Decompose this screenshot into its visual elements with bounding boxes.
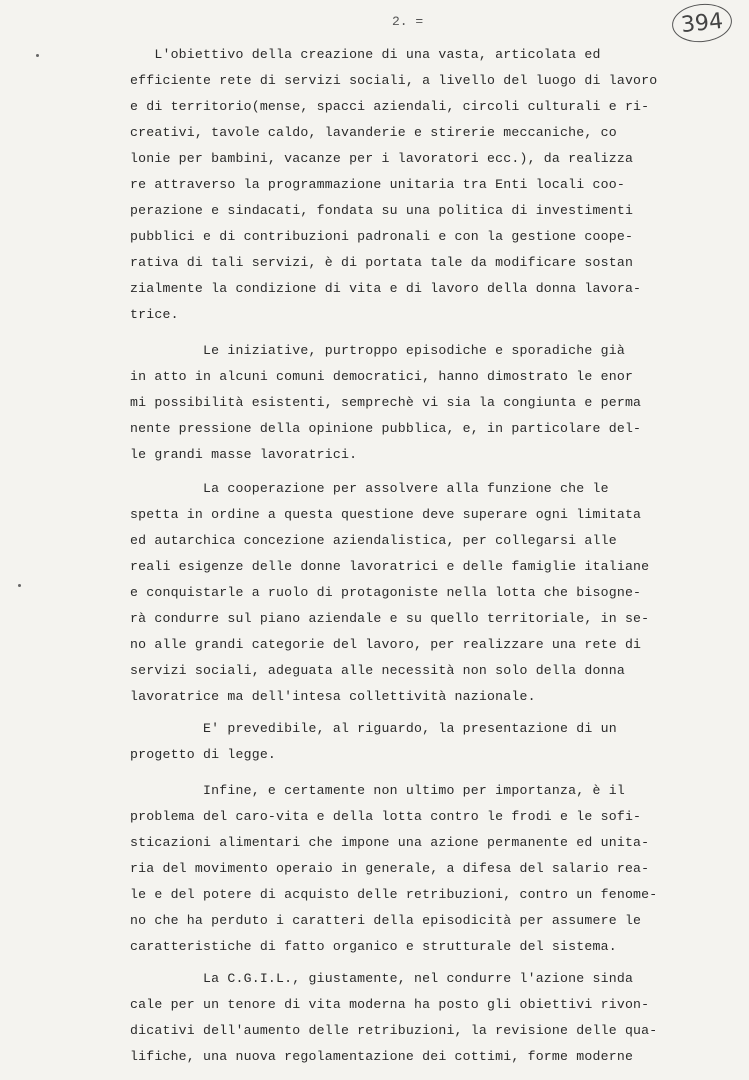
- text-line: mi possibilità esistenti, semprechè vi sia la congiunta e perma: [130, 395, 642, 410]
- text-line: spetta in ordine a questa questione deve superare ogni limitata: [130, 507, 642, 522]
- text-line: creativi, tavole caldo, lavanderie e stirerie meccaniche, co: [130, 125, 617, 140]
- text-line: perazione e sindacati, fondata su una politica di investimenti: [130, 203, 634, 218]
- text-line: trice.: [130, 307, 179, 322]
- page-mark: 2. =: [392, 14, 424, 29]
- text-line: lifiche, una nuova regolamentazione dei cottimi, forme moderne: [130, 1049, 634, 1064]
- text-line: servizi sociali, adeguata alle necessità non solo della donna: [130, 663, 625, 678]
- text-line: lavoratrice ma dell'intesa collettività nazionale.: [130, 689, 536, 704]
- text-line: efficiente rete di servizi sociali, a livello del luogo di lavoro: [130, 73, 658, 88]
- text-line: La cooperazione per assolvere alla funzione che le: [130, 481, 609, 496]
- text-line: ria del movimento operaio in generale, a difesa del salario rea-: [130, 861, 650, 876]
- text-line: caratteristiche di fatto organico e strutturale del sistema.: [130, 939, 617, 954]
- text-line: le e del potere di acquisto delle retribuzioni, contro un fenome-: [130, 887, 658, 902]
- text-line: rà condurre sul piano aziendale e su quello territoriale, in se-: [130, 611, 650, 626]
- text-line: E' prevedibile, al riguardo, la presentazione di un: [130, 721, 617, 736]
- text-line: lonie per bambini, vacanze per i lavoratori ecc.), da realizza: [130, 151, 634, 166]
- text-line: L'obiettivo della creazione di una vasta, articolata ed: [130, 47, 601, 62]
- text-line: in atto in alcuni comuni democratici, hanno dimostrato le enor: [130, 369, 634, 384]
- text-line: e di territorio(mense, spacci aziendali, circoli culturali e ri-: [130, 99, 650, 114]
- text-line: dicativi dell'aumento delle retribuzioni, la revisione delle qua-: [130, 1023, 658, 1038]
- text-line: La C.G.I.L., giustamente, nel condurre l'azione sinda: [130, 971, 634, 986]
- text-line: zialmente la condizione di vita e di lavoro della donna lavora-: [130, 281, 642, 296]
- text-line: nente pressione della opinione pubblica, e, in particolare del-: [130, 421, 642, 436]
- text-line: le grandi masse lavoratrici.: [130, 447, 358, 462]
- scan-speck: [36, 54, 39, 57]
- text-line: re attraverso la programmazione unitaria tra Enti locali coo-: [130, 177, 625, 192]
- text-line: sticazioni alimentari che impone una azione permanente ed unita-: [130, 835, 650, 850]
- text-line: no che ha perduto i caratteri della episodicità per assumere le: [130, 913, 642, 928]
- text-line: rativa di tali servizi, è di portata tale da modificare sostan: [130, 255, 634, 270]
- text-line: progetto di legge.: [130, 747, 277, 762]
- text-line: ed autarchica concezione aziendalistica, per collegarsi alle: [130, 533, 617, 548]
- text-line: cale per un tenore di vita moderna ha posto gli obiettivi rivon-: [130, 997, 650, 1012]
- text-line: problema del caro-vita e della lotta contro le frodi e le sofi-: [130, 809, 642, 824]
- text-line: pubblici e di contribuzioni padronali e con la gestione coope-: [130, 229, 634, 244]
- text-line: Infine, e certamente non ultimo per importanza, è il: [130, 783, 625, 798]
- text-line: no alle grandi categorie del lavoro, per realizzare una rete di: [130, 637, 642, 652]
- text-line: reali esigenze delle donne lavoratrici e delle famiglie italiane: [130, 559, 650, 574]
- text-line: Le iniziative, purtroppo episodiche e sporadiche già: [130, 343, 625, 358]
- scan-speck: [18, 584, 21, 587]
- page-number-stamp: 394: [670, 1, 734, 45]
- text-line: e conquistarle a ruolo di protagoniste nella lotta che bisogne-: [130, 585, 642, 600]
